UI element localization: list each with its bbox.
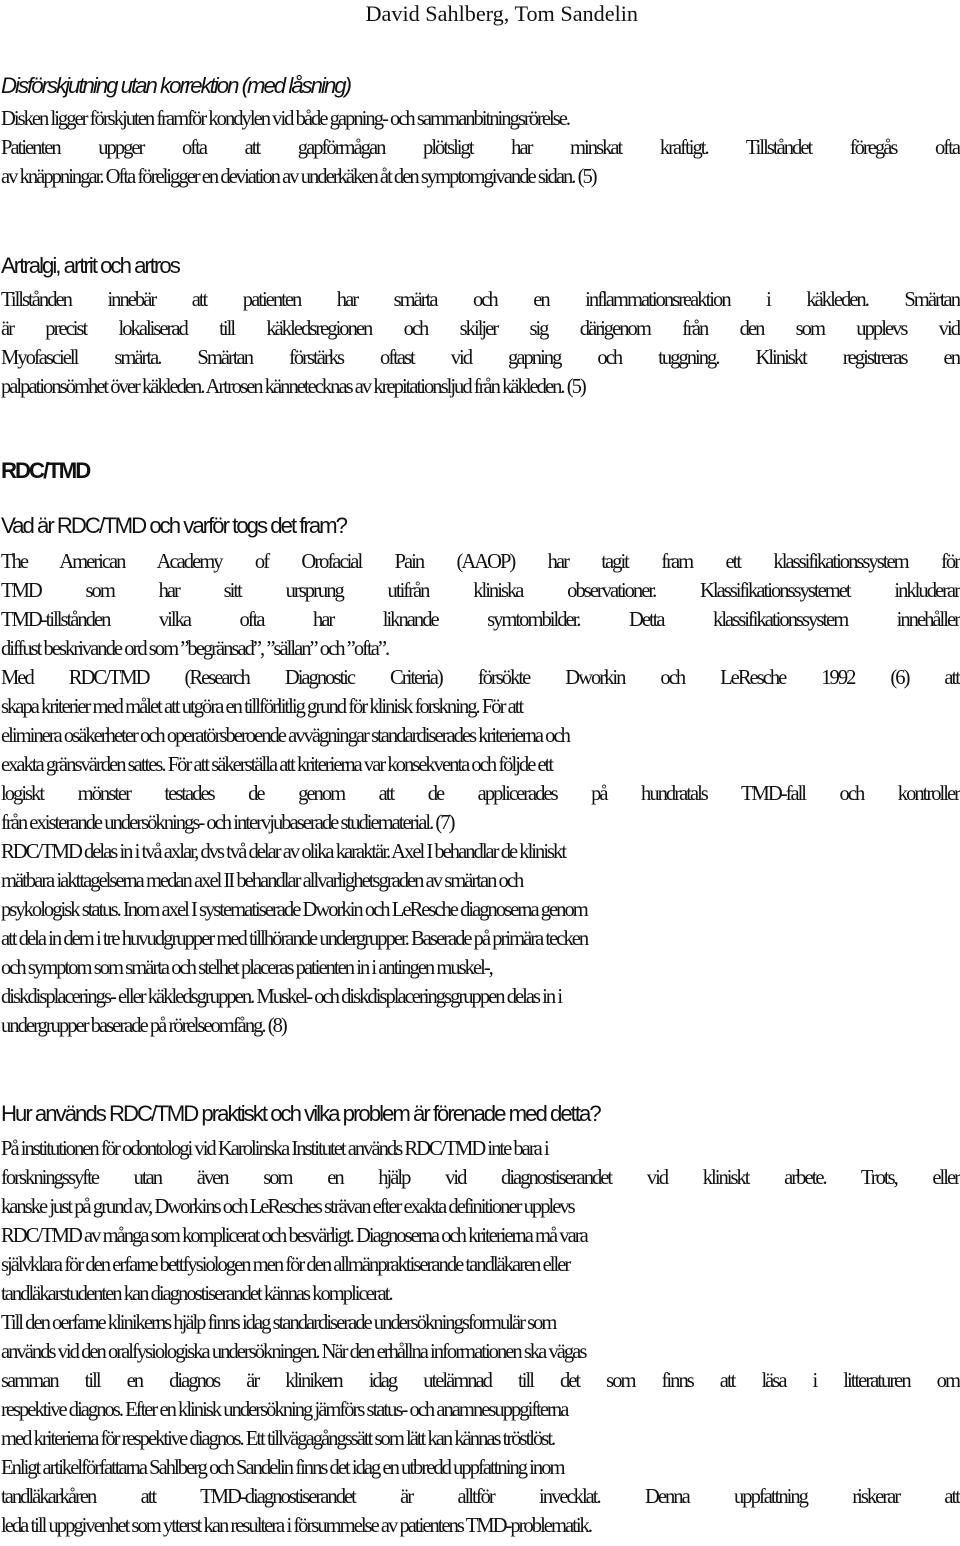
subsection-rdc-purpose (1, 512, 959, 540)
paragraph-line: leda till uppgivenhet som ytterst kan resultera i försummelse av patientens TMD-problematik. (1, 1515, 591, 1537)
paragraph-line: Till den oerfarne klinikerns hjälp finns idag standardiserade undersökningsformulär som (1, 1312, 556, 1334)
paragraph-line: TMD som har sitt ursprung utifrån kliniska observationer. Klassifikationssystemet inkluderar (1, 580, 959, 602)
section-rdc-tmd (1, 457, 959, 485)
paragraph-line: tandläkarstudenten kan diagnostiserandet kännas komplicerat. (1, 1283, 392, 1305)
paragraph-line: Patienten uppger ofta att gapförmågan plötsligt har minskat kraftigt. Tillståndet föregås ofta (1, 137, 959, 159)
paragraph-line: mätbara iakttagelserna medan axel II behandlar allvarlighetsgraden av smärtan och (1, 870, 523, 892)
paragraph-line: RDC/TMD delas in i två axlar, dvs två delar av olika karaktär. Axel I behandlar de kliniskt (1, 841, 566, 863)
paragraph-line: är precist lokaliserad till käkledsregionen och skiljer sig därigenom från den som upplevs vid (1, 318, 959, 340)
paragraph-line: RDC/TMD av många som komplicerat och besvärligt. Diagnoserna och kriterierna må vara (1, 1225, 587, 1247)
paragraph-line: diskdisplacerings- eller käkledsgruppen. Muskel- och diskdisplaceringsgruppen delas in i (1, 986, 562, 1008)
paragraph-line: från existerande undersöknings- och intervjubaserade studiematerial. (7) (1, 812, 454, 834)
paragraph-line: av knäppningar. Ofta föreligger en deviation av underkäken åt den symptomgivande sidan. (5) (1, 166, 596, 188)
paragraph-line: Myofasciell smärta. Smärtan förstärks oftast vid gapning och tuggning. Kliniskt registreras en (1, 347, 959, 369)
paragraph-arthralgia (1, 286, 959, 402)
paragraph-line: exakta gränsvärden sattes. För att säkerställa att kriterierna var konsekventa och följde ett (1, 754, 553, 776)
section-practical-use (1, 1100, 959, 1128)
paragraph-line: forskningssyfte utan även som en hjälp vid diagnostiserandet vid kliniskt arbete. Trots, eller (1, 1167, 959, 1189)
paragraph-line: eliminera osäkerheter och operatörsberoende avvägningar standardiserades kriterierna och (1, 725, 569, 747)
section-heading: Hur används RDC/TMD praktiskt och vilka problem är förenade med detta? (1, 1101, 600, 1126)
paragraph-line: palpationsömhet över käkleden. Artrosen kännetecknas av krepitationsljud från käkleden. (5) (1, 376, 585, 398)
paragraph-line: självklara för den erfarne bettfysiologen men för den allmänpraktiserande tandläkaren eller (1, 1254, 570, 1276)
paragraph-line: Enligt artikelförfattarna Sahlberg och Sandelin finns det idag en utbredd uppfattning inom (1, 1457, 564, 1479)
section-heading: Disförskjutning utan korrektion (med låsning) (1, 73, 351, 98)
paragraph-line: samman till en diagnos är klinikern idag utelämnad till det som finns att läsa i litteraturen om (1, 1370, 959, 1392)
section-arthralgia (1, 252, 959, 280)
section-heading: Artralgi, artrit och artros (1, 253, 179, 278)
paragraph-line: logiskt mönster testades de genom att de applicerades på hundratals TMD-fall och kontroller (1, 783, 959, 805)
paragraph-line: att dela in dem i tre huvudgrupper med tillhörande undergrupper. Baserade på primära tecken (1, 928, 588, 950)
paragraph-line: respektive diagnos. Efter en klinisk undersökning jämförs status- och anamnesuppgifterna (1, 1399, 568, 1421)
paragraph-line: Disken ligger förskjuten framför kondylen vid både gapning- och sammanbitningsrörelse. (1, 108, 570, 130)
running-header-authors: David Sahlberg, Tom Sandelin (365, 1, 638, 26)
paragraph-practical-use (1, 1135, 959, 1541)
paragraph-line: kanske just på grund av, Dworkins och LeResches strävan efter exakta definitioner upplevs (1, 1196, 574, 1218)
section-heading: RDC/TMD (1, 458, 90, 483)
paragraph-line: Tillstånden innebär att patienten har smärta och en inflammationsreaktion i käkleden. Smärtan (1, 289, 959, 311)
section-disc-displacement (1, 72, 959, 100)
subsection-heading: Vad är RDC/TMD och varför togs det fram? (1, 513, 346, 538)
paragraph-line: TMD-tillstånden vilka ofta har liknande symtombilder. Detta klassifikationssystem innehåller (1, 609, 959, 631)
paragraph-line: används vid den oralfysiologiska undersökningen. När den erhållna informationen ska vägas (1, 1341, 586, 1363)
paragraph-line: På institutionen för odontologi vid Karolinska Institutet används RDC/TMD inte bara i (1, 1138, 548, 1160)
paragraph-line: tandläkarkåren att TMD-diagnostiserandet är alltför invecklat. Denna uppfattning riskerar att (1, 1486, 959, 1508)
paragraph-line: undergrupper baserade på rörelseomfång. (8) (1, 1015, 286, 1037)
paragraph-line: Med RDC/TMD (Research Diagnostic Criteria) försökte Dworkin och LeResche 1992 (6) att (1, 667, 959, 689)
paragraph-line: psykologisk status. Inom axel I systematiserade Dworkin och LeResche diagnoserna genom (1, 899, 587, 921)
paragraph-rdc (1, 548, 959, 1041)
paragraph-disc (1, 105, 959, 192)
paragraph-line: skapa kriterier med målet att utgöra en tillförlitlig grund för klinisk forskning. För att (1, 696, 523, 718)
paragraph-line: diffust beskrivande ord som ”begränsad”, ”sällan” och ”ofta”. (1, 638, 389, 660)
paragraph-line: The American Academy of Orofacial Pain (AAOP) har tagit fram ett klassifikationssystem för (1, 551, 959, 573)
paragraph-line: och symptom som smärta och stelhet placeras patienten in i antingen muskel-, (1, 957, 492, 979)
paragraph-line: med kriterierna för respektive diagnos. Ett tillvägagångssätt som lätt kan kännas tröstlöst. (1, 1428, 555, 1450)
